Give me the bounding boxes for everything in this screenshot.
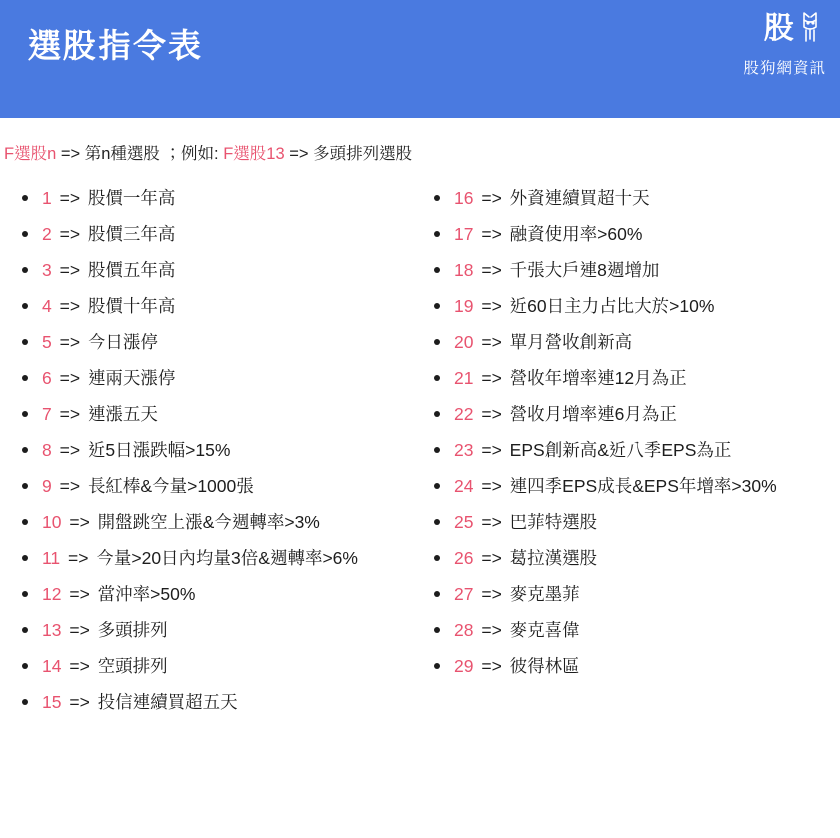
list-item [428,396,840,432]
command-description: 當沖率>50% [97,584,196,604]
command-description: 營收月增率連6月為正 [509,404,677,424]
command-number: 13 [42,620,62,640]
brand-name: 股狗網資訊 [743,60,826,77]
command-description: 股價五年高 [87,260,176,280]
command-description: 葛拉漢選股 [509,548,598,568]
command-arrow: => [481,656,502,676]
list-item [428,360,840,396]
list-item [16,468,420,504]
command-description: 開盤跳空上漲&今週轉率>3% [97,512,320,532]
command-number: 3 [42,260,52,280]
list-item [428,252,840,288]
command-arrow: => [481,620,502,640]
command-description: 今日漲停 [87,332,158,352]
command-arrow: => [481,260,502,280]
command-number: 9 [42,476,52,496]
command-description: 連四季EPS成長&EPS年增率>30% [509,476,777,496]
list-item [428,216,840,252]
command-column-right [420,180,840,720]
legend-code-example: F選股13 [223,145,285,163]
list-item [428,468,840,504]
command-arrow: => [481,512,502,532]
command-list-left [16,180,420,720]
legend-arrow: => [60,145,81,163]
legend-arrow-2: => [289,145,309,163]
command-description: 連漲五天 [87,404,158,424]
list-item [428,540,840,576]
command-arrow: => [59,296,81,316]
command-arrow: => [59,368,81,388]
command-arrow: => [481,440,502,460]
command-arrow: => [69,584,90,604]
legend-example-meaning: 多頭排列選股 [313,145,413,163]
command-arrow: => [68,548,89,568]
command-number: 4 [42,296,52,316]
command-arrow: => [59,224,81,244]
list-item [428,504,840,540]
command-description: 麥克墨菲 [509,584,580,604]
list-item [16,216,420,252]
command-description: 多頭排列 [97,620,168,640]
command-description: 麥克喜偉 [509,620,580,640]
list-item [428,648,840,684]
list-item [428,324,840,360]
command-number: 18 [454,260,474,280]
list-item [16,648,420,684]
list-item [16,540,420,576]
command-arrow: => [69,656,90,676]
command-arrow: => [59,332,81,352]
header-banner [0,0,840,118]
command-arrow: => [481,584,502,604]
command-description: 股價一年高 [87,188,176,208]
command-number: 8 [42,440,52,460]
brand-block [743,10,826,78]
list-item [428,612,840,648]
command-number: 5 [42,332,52,352]
list-item [428,432,840,468]
command-number: 7 [42,404,52,424]
command-number: 15 [42,692,62,712]
command-arrow: => [481,188,502,208]
command-arrow: => [481,368,502,388]
brand-logo-char: 股 [764,12,794,45]
page-title: 選股指令表 [28,27,203,64]
command-arrow: => [69,512,90,532]
command-arrow: => [59,476,81,496]
command-arrow: => [69,692,90,712]
list-item [16,684,420,720]
legend-line [4,140,840,164]
command-number: 29 [454,656,474,676]
command-description: 空頭排列 [97,656,168,676]
command-arrow: => [481,404,502,424]
command-number: 10 [42,512,62,532]
command-column-left [0,180,420,720]
command-number: 12 [42,584,62,604]
command-description: 營收年增率連12月為正 [509,368,687,388]
list-item [428,288,840,324]
command-arrow: => [481,296,502,316]
command-number: 14 [42,656,62,676]
command-number: 27 [454,584,474,604]
command-description: 巴菲特選股 [509,512,598,532]
command-number: 21 [454,368,474,388]
command-number: 24 [454,476,474,496]
command-arrow: => [481,224,502,244]
list-item [16,432,420,468]
command-description: 融資使用率>60% [509,224,643,244]
command-list-right [428,180,840,684]
command-description: 連兩天漲停 [87,368,176,388]
command-arrow: => [481,548,502,568]
command-number: 1 [42,188,52,208]
command-description: 外資連續買超十天 [509,188,650,208]
command-description: 彼得林區 [509,656,580,676]
command-arrow: => [59,404,81,424]
command-arrow: => [59,188,81,208]
command-description: 股價十年高 [87,296,176,316]
command-number: 20 [454,332,474,352]
dog-icon [796,10,826,44]
list-item [16,324,420,360]
list-item [16,396,420,432]
command-number: 28 [454,620,474,640]
command-description: 投信連續買超五天 [97,692,238,712]
command-description: 今量>20日內均量3倍&週轉率>6% [96,548,358,568]
list-item [16,180,420,216]
legend-meaning: 第n種選股 [84,145,160,163]
list-item [16,288,420,324]
command-arrow: => [69,620,90,640]
command-number: 19 [454,296,474,316]
command-number: 16 [454,188,474,208]
command-number: 26 [454,548,474,568]
command-number: 22 [454,404,474,424]
list-item [16,612,420,648]
brand-logo [764,10,826,44]
command-description: EPS創新高&近八季EPS為正 [509,440,732,460]
command-arrow: => [59,260,81,280]
command-description: 股價三年高 [87,224,176,244]
command-number: 6 [42,368,52,388]
list-item [16,252,420,288]
command-number: 23 [454,440,474,460]
command-description: 近60日主力占比大於>10% [509,296,715,316]
command-description: 單月營收創新高 [509,332,633,352]
list-item [428,576,840,612]
legend-separator: ；例如: [164,145,219,163]
command-columns [0,180,840,720]
list-item [16,360,420,396]
command-number: 17 [454,224,474,244]
list-item [16,504,420,540]
command-arrow: => [59,440,81,460]
command-description: 近5日漲跌幅>15% [87,440,231,460]
list-item [428,180,840,216]
command-description: 長紅棒&今量>1000張 [87,476,254,496]
command-number: 25 [454,512,474,532]
command-number: 11 [42,548,61,568]
list-item [16,576,420,612]
command-description: 千張大戶連8週增加 [509,260,660,280]
legend-code-generic: F選股n [4,145,57,163]
command-arrow: => [481,332,502,352]
command-arrow: => [481,476,502,496]
command-number: 2 [42,224,52,244]
